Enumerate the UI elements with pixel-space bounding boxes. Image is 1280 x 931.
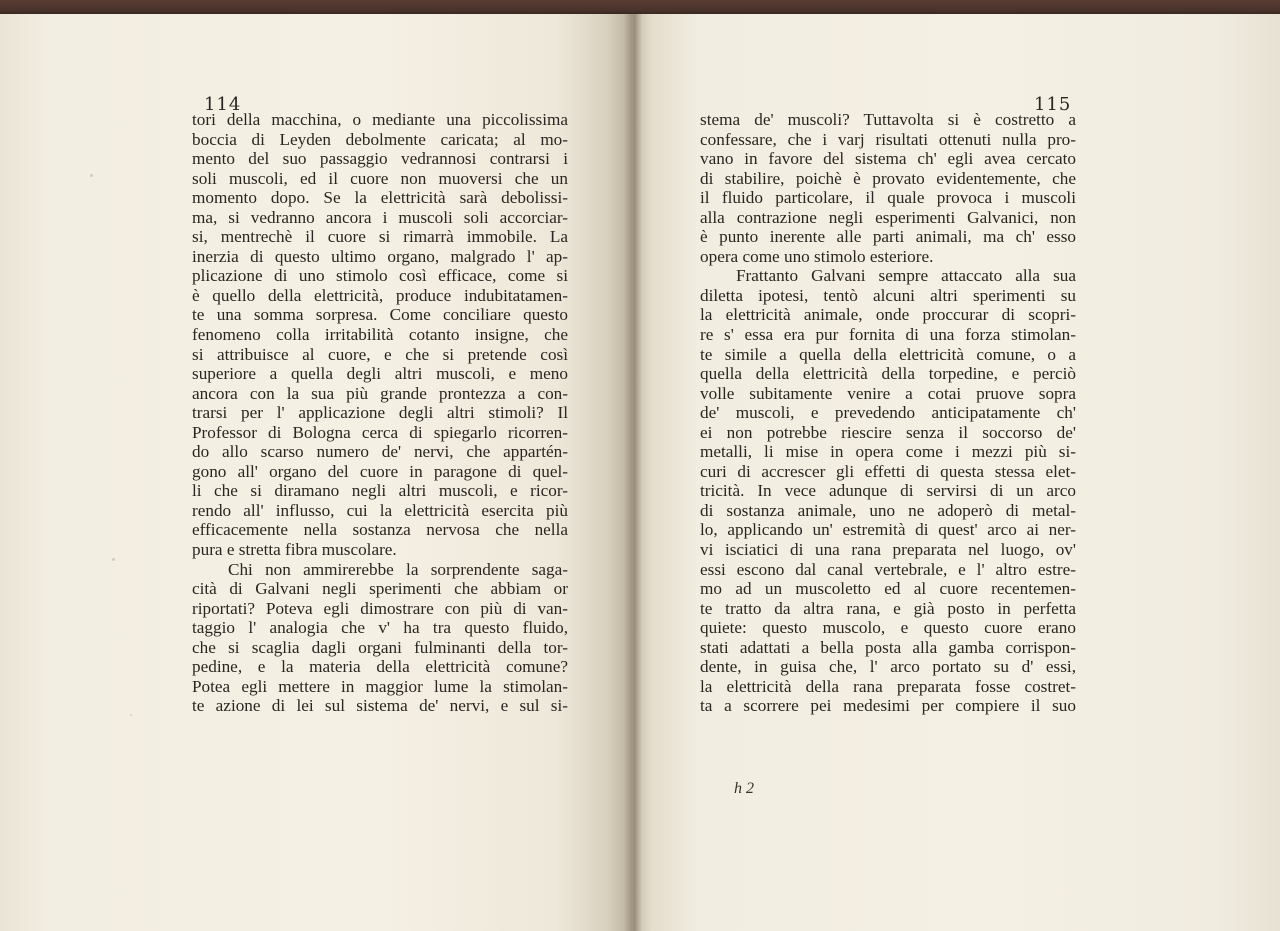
text-line: Frattanto Galvani sempre attaccato alla sua bbox=[736, 266, 1076, 286]
text-line: che si scaglia dagli organi fulminanti della tor- bbox=[192, 637, 568, 657]
catchword-signature: h 2 bbox=[734, 780, 754, 797]
text-line: tori della macchina, o mediante una piccolissima bbox=[192, 110, 568, 129]
text-line: volle subitamente venire a cotai pruove sopra bbox=[700, 383, 1076, 403]
text-line: cità di Galvani negli sperimenti che abbiam or bbox=[192, 579, 568, 599]
left-page-text bbox=[192, 110, 568, 716]
left-page-number: 114 bbox=[204, 94, 242, 115]
text-line: stati adattati a bella posta alla gamba corrispon- bbox=[700, 637, 1076, 657]
text-line: gono all' organo del cuore in paragone di quel- bbox=[192, 461, 568, 481]
text-line: stema de' muscoli? Tuttavolta si è costretto a bbox=[700, 110, 1076, 129]
text-line: vano in favore del sistema ch' egli avea cercato bbox=[700, 149, 1076, 169]
text-line: ta a scorrere pei medesimi per compiere il suo bbox=[700, 696, 1076, 716]
text-line: superiore a quella degli altri muscoli, e meno bbox=[192, 364, 568, 384]
text-line: efficacemente nella sostanza nervosa che nella bbox=[192, 520, 568, 540]
text-line: dente, in guisa che, l' arco portato su d' essi, bbox=[700, 657, 1076, 677]
text-line: ancora con la sua più grande prontezza a con- bbox=[192, 383, 568, 403]
text-line: la elettricità animale, onde proccurar di scopri- bbox=[700, 305, 1076, 325]
text-line: curi di accrescer gli effetti di questa stessa elet- bbox=[700, 461, 1076, 481]
text-line: te una somma sorpresa. Come conciliare questo bbox=[192, 305, 568, 325]
text-line: di sostanza animale, uno ne adoperò di metal- bbox=[700, 500, 1076, 520]
text-line: metalli, li mise in opera come i mezzi più si- bbox=[700, 442, 1076, 462]
text-line: soli muscoli, ed il cuore non muoversi che un bbox=[192, 168, 568, 188]
text-line: Potea egli mettere in maggior lume la stimolan- bbox=[192, 676, 568, 696]
text-line: è quello della elettricità, produce indubitatamen- bbox=[192, 285, 568, 305]
paper-speck bbox=[90, 174, 93, 177]
text-line: il fluido particolare, il quale provoca i muscoli bbox=[700, 188, 1076, 208]
text-line: è punto inerente alle parti animali, ma ch' esso bbox=[700, 227, 1076, 247]
text-line: boccia di Leyden debolmente caricata; al mo- bbox=[192, 129, 568, 149]
text-line: di stabilire, poichè è provato evidentemente, che bbox=[700, 168, 1076, 188]
text-line: re s' essa era pur fornita di una forza stimolan- bbox=[700, 325, 1076, 345]
text-line: tricità. In vece adunque di servirsi di un arco bbox=[700, 481, 1076, 501]
text-line: quiete: questo muscolo, e questo cuore erano bbox=[700, 618, 1076, 638]
text-line: li che si diramano negli altri muscoli, e ricor- bbox=[192, 481, 568, 501]
text-line: quella della elettricità della torpedine, e perciò bbox=[700, 364, 1076, 384]
text-line: fenomeno colla irritabilità cotanto insigne, che bbox=[192, 325, 568, 345]
text-line: Professor di Bologna cerca di spiegarlo ricorren- bbox=[192, 422, 568, 442]
text-line: diletta ipotesi, tentò alcuni altri sperimenti su bbox=[700, 285, 1076, 305]
text-line: confessare, che i varj risultati ottenuti nulla pro- bbox=[700, 129, 1076, 149]
text-line: te simile a quella della elettricità comune, o a bbox=[700, 344, 1076, 364]
text-line: opera come uno stimolo esteriore. bbox=[700, 246, 934, 266]
text-line: Chi non ammirerebbe la sorprendente saga- bbox=[228, 559, 568, 579]
text-line: rendo all' influsso, cui la elettricità esercita più bbox=[192, 500, 568, 520]
text-line: ei non potrebbe riescire senza il soccorso de' bbox=[700, 422, 1076, 442]
text-line: momento dopo. Se la elettricità sarà debolissi- bbox=[192, 188, 568, 208]
text-line: trarsi per l' applicazione degli altri stimoli? Il bbox=[192, 403, 568, 423]
text-line: te azione di lei sul sistema de' nervi, e sul si- bbox=[192, 696, 568, 716]
text-line: pura e stretta fibra muscolare. bbox=[192, 540, 397, 560]
text-line: essi escono dal canal vertebrale, e l' altro estre- bbox=[700, 559, 1076, 579]
right-page-text bbox=[700, 110, 1076, 716]
text-line: mo ad un muscoletto ed al cuore recentemen- bbox=[700, 579, 1076, 599]
text-line: si, mentrechè il cuore si rimarrà immobile. La bbox=[192, 227, 568, 247]
text-line: plicazione di uno stimolo così efficace, come si bbox=[192, 266, 568, 286]
text-line: la elettricità della rana preparata fosse costret- bbox=[700, 676, 1076, 696]
text-line: mento del suo passaggio vedrannosi contrarsi i bbox=[192, 149, 568, 169]
text-line: de' muscoli, e prevedendo anticipatamente ch' bbox=[700, 403, 1076, 423]
text-line: pedine, e la materia della elettricità comune? bbox=[192, 657, 568, 677]
text-line: te tratto da altra rana, e già posto in perfetta bbox=[700, 598, 1076, 618]
text-line: ma, si vedranno ancora i muscoli soli accorciar- bbox=[192, 207, 568, 227]
right-page-number: 115 bbox=[1034, 94, 1072, 115]
text-line: lo, applicando un' estremità di quest' arco ai ner- bbox=[700, 520, 1076, 540]
paper-speck bbox=[130, 714, 132, 716]
text-line: riportati? Poteva egli dimostrare con più di van- bbox=[192, 598, 568, 618]
text-line: do allo scarso numero de' nervi, che appartén- bbox=[192, 442, 568, 462]
text-line: inerzia di questo ultimo organo, malgrado l' ap- bbox=[192, 246, 568, 266]
text-line: si attribuisce al cuore, e che si pretende così bbox=[192, 344, 568, 364]
paper-speck bbox=[112, 558, 115, 561]
text-line: vi isciatici di una rana preparata nel luogo, ov' bbox=[700, 540, 1076, 560]
text-line: taggio l' analogia che v' ha tra questo fluido, bbox=[192, 618, 568, 638]
text-line: alla contrazione negli esperimenti Galvanici, non bbox=[700, 207, 1076, 227]
